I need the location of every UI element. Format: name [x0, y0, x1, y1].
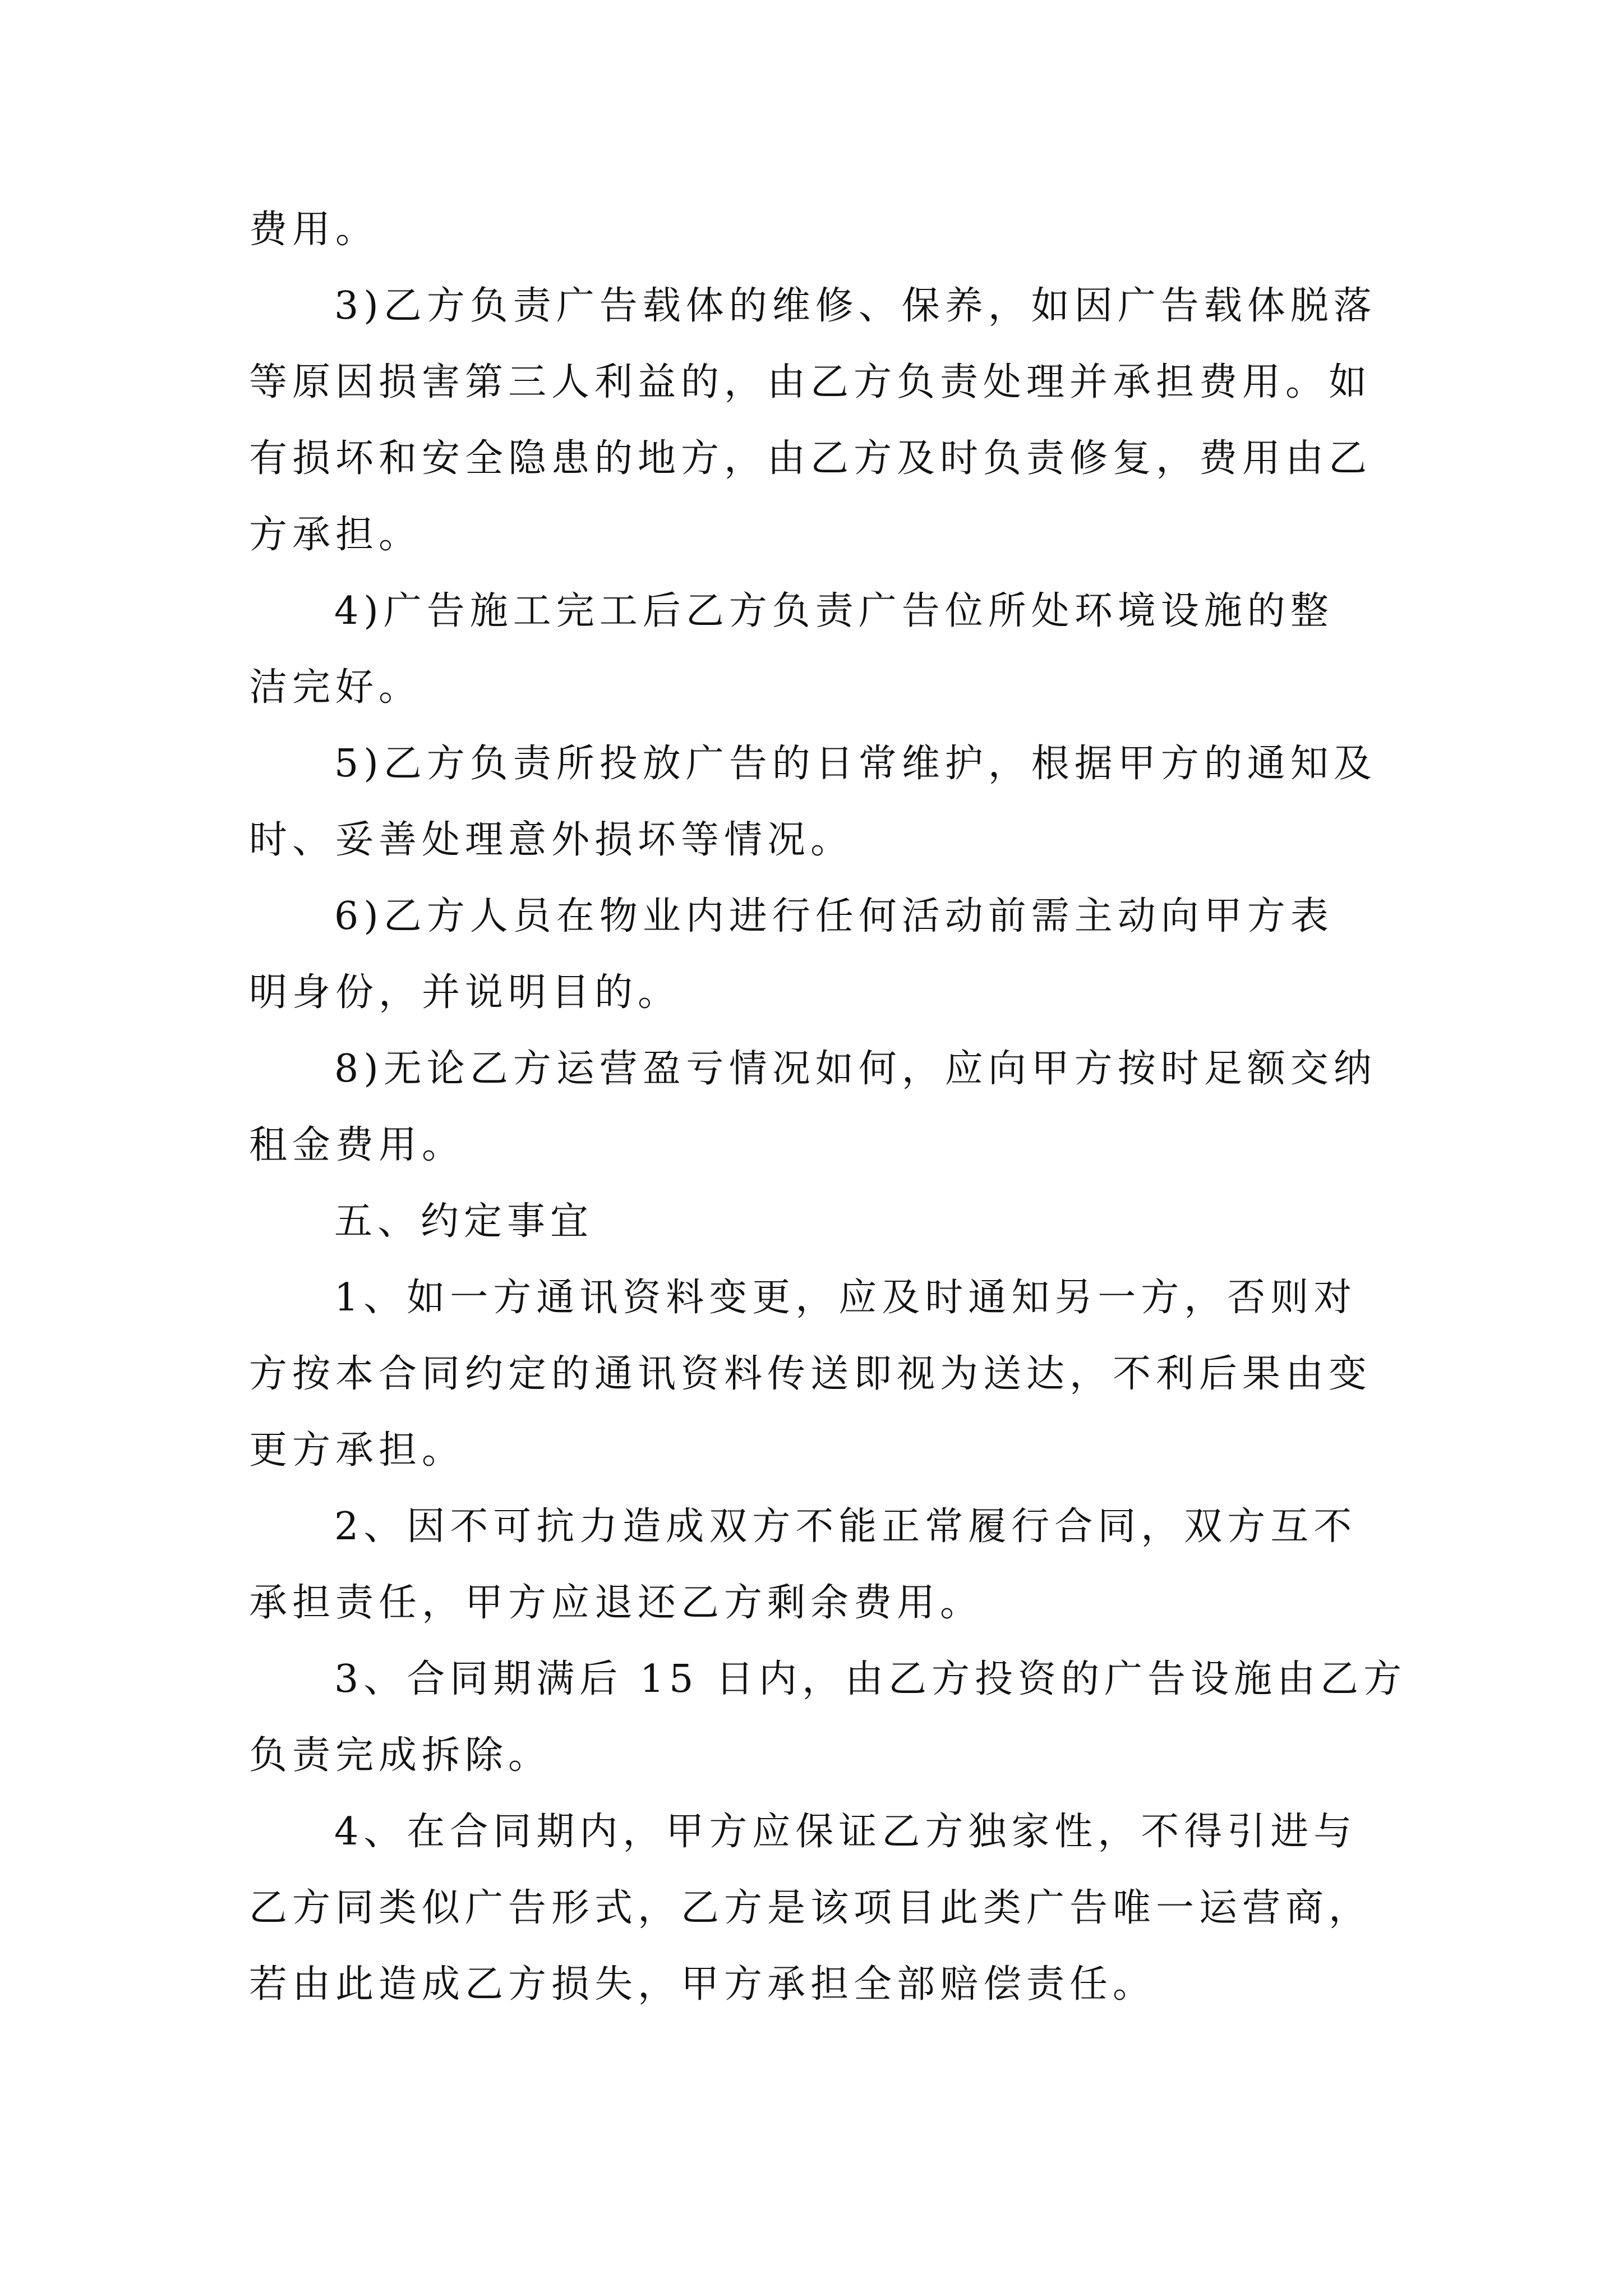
text-line: 租金费用。 — [249, 1123, 465, 1167]
text-line: 方按本合同约定的通讯资料传送即视为送达，不利后果由变 — [249, 1352, 1372, 1396]
text-line: 3、合同期满后 15 日内，由乙方投资的广告设施由乙方 — [334, 1657, 1407, 1701]
text-line: 2、因不可抗力造成双方不能正常履行合同，双方互不 — [334, 1504, 1357, 1549]
text-line: 洁完好。 — [249, 665, 422, 710]
text-line: 8)无论乙方运营盈亏情况如何，应向甲方按时足额交纳 — [334, 1047, 1377, 1091]
document-body — [249, 192, 1407, 2023]
text-line: 乙方同类似广告形式，乙方是该项目此类广告唯一运营商， — [249, 1886, 1372, 1930]
text-line: 更方承担。 — [249, 1428, 465, 1473]
text-line: 4)广告施工完工后乙方负责广告位所处环境设施的整 — [334, 589, 1334, 633]
text-line: 费用。 — [249, 208, 379, 252]
section-heading: 五、约定事宜 — [334, 1199, 594, 1244]
text-line: 若由此造成乙方损失，甲方承担全部赔偿责任。 — [249, 1962, 1156, 2007]
text-line: 1、如一方通讯资料变更，应及时通知另一方，否则对 — [334, 1276, 1357, 1320]
text-line: 6)乙方人员在物业内进行任何活动前需主动向甲方表 — [334, 894, 1334, 938]
text-line: 负责完成拆除。 — [249, 1733, 552, 1778]
text-line: 时、妥善处理意外损坏等情况。 — [249, 818, 854, 862]
text-line: 4、在合同期内，甲方应保证乙方独家性，不得引进与 — [334, 1810, 1357, 1854]
text-line: 方承担。 — [249, 513, 422, 557]
text-line: 有损坏和安全隐患的地方，由乙方及时负责修复，费用由乙 — [249, 436, 1372, 481]
text-line: 3)乙方负责广告载体的维修、保养，如因广告载体脱落 — [334, 284, 1377, 328]
text-line: 承担责任，甲方应退还乙方剩余费用。 — [249, 1581, 984, 1625]
text-line: 等原因损害第三人利益的，由乙方负责处理并承担费用。如 — [249, 360, 1372, 404]
text-line: 明身份，并说明目的。 — [249, 970, 681, 1015]
text-line: 5)乙方负责所投放广告的日常维护，根据甲方的通知及 — [334, 742, 1377, 786]
